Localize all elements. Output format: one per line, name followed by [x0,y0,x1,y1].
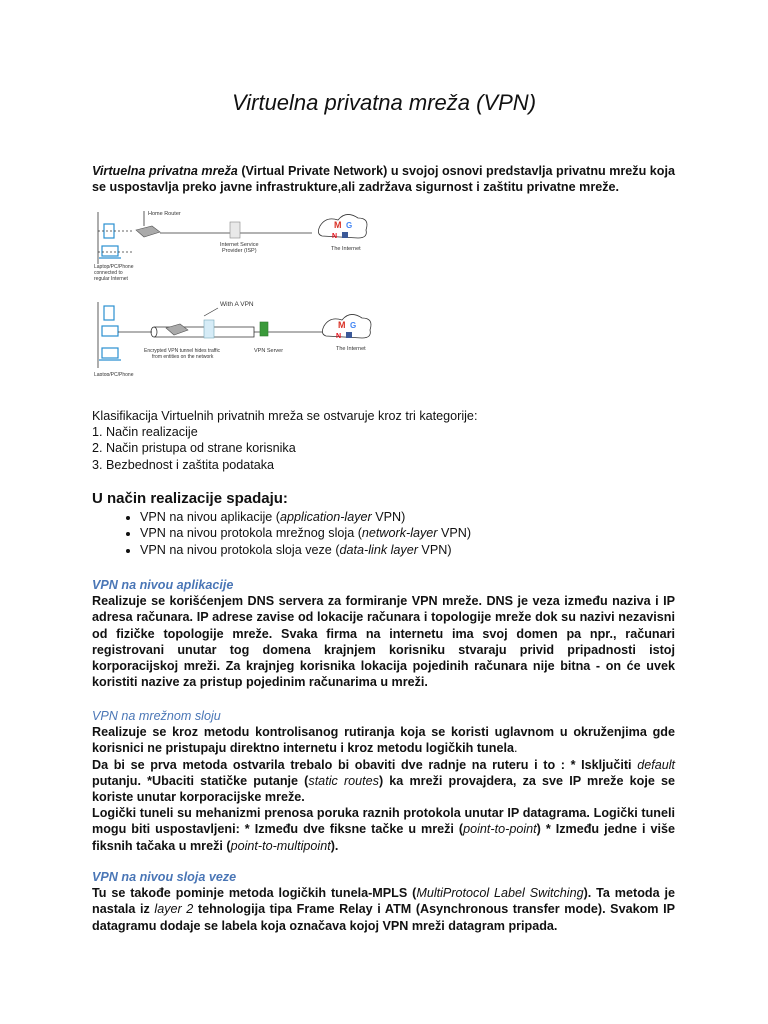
realization-list [92,509,675,558]
laptop-label-1: Laptop/PC/Phone [94,264,134,270]
section-link [92,869,675,934]
vpn-server-icon [260,322,268,336]
laptop-label-3: regular Internet [94,276,128,282]
router-icon-2 [166,324,188,335]
section-app [92,577,675,690]
section-net-p2: Da bi se prva metoda ostvarila trebalo bi obaviti dve radnje na ruteru i to : * Isključiti default putanju. *Ubaciti statičke putanje (static routes) ka mreži provajdera, za sve IP mreže koje se koriste unutar korporacijske mreže. [92,757,675,805]
intro-term: Virtuelna privatna mreža [92,164,238,178]
isp-label-2: Provider (ISP) [222,248,257,254]
section-link-heading: VPN na nivou sloja veze [92,870,237,884]
section-app-text: Realizuje se korišćenjem DNS servera za formiranje VPN mreže. DNS je veza između naziva i IP adresa računara. IP adrese zavise od lokacije računara i topologije mreže dok su nazivi nezavisni od fizičke topologije mreže. Svaka firma na internetu ima svoj domen pa npr., računari registrovani unutar tog domena krajnjem korisniku stvaraju privid pripadnosti istoj korporacijskoj mreži. Za krajnjeg korisnika lokacija pojedinih računara nije bitna - on će uvek koristiti nazive za pristup pojedinim računarima u mreži. [92,594,675,690]
phone-icon-2 [104,306,114,320]
svg-text:G: G [350,321,357,330]
svg-text:M: M [334,220,342,230]
laptop-label-2: connected to [94,270,123,276]
section-link-text: Tu se takođe pominje metoda logičkih tunela-MPLS (MultiProtocol Label Switching). Ta metoda je nastala iz layer 2 tehnologija tipa Frame Relay i ATM (Asynchronous transfer mode). Svakom IP datagramu dodaje se labela koja označava kojoj VPN mreži datagram pripada. [92,886,675,933]
laptop-label-4: Laptop/PC/Phone [94,372,134,376]
realization-heading: U način realizacije spadaju: [92,490,288,507]
svg-text:N: N [332,233,338,240]
section-net-heading: VPN na mrežnom sloju [92,709,221,723]
section-net-p1: Realizuje se kroz metodu kontrolisanog rutiranja koja se koristi uglavnom u okruženjima gde korisnici ne pristupaju direktno internetu i kroz metodu logičkih tunela. [92,725,675,756]
isp-server-icon-2 [204,320,214,338]
intro-text: u svojoj osnovi predstavlja privatnu mrežu koja se uspostavlja preko javne infrastrukture,ali zadržava sigurnost i zaštitu privatne mreže. [92,164,675,195]
classification-block [92,408,675,473]
classification-item-1: 1. Način realizacije [92,425,198,440]
section-app-heading: VPN na nivou aplikacije [92,578,234,592]
intro-full: (Virtual Private Network) [241,164,388,178]
laptop-icon-2 [102,348,118,358]
with-vpn-label: With A VPN [220,301,254,308]
intro-paragraph [92,163,675,195]
svg-text:M: M [338,320,346,330]
classification-intro: Klasifikacija Virtuelnih privatnih mreža se ostvaruje kroz tri kategorije: [92,409,478,423]
classification-item-3: 3. Bezbednost i zaštita podataka [92,457,275,472]
svg-text:N: N [336,333,342,340]
router-icon [136,226,160,237]
isp-label: Internet Service [220,242,259,248]
page-title: Virtuelna privatna mreža (VPN) [231,90,537,115]
list-item: • VPN na nivou protokola sloja veze (data-link layer VPN) [140,542,675,558]
section-net-p3: Logički tuneli su mehanizmi prenosa poruka raznih protokola unutar IP datagrama. Logički tuneli mogu biti uspostavljeni: * Između dve fiksne tačke u mreži (point-to-point) * Između jedne i više fiksnih tačaka u mreži (point-to-multipoint). [92,806,675,853]
no-vpn-diagram [94,211,367,282]
list-item: • VPN na nivou aplikacije (application-layer VPN) [140,509,675,525]
vpn-diagram [94,206,390,376]
internet-label: The Internet [331,246,361,252]
realization-block [92,491,675,558]
tunnel-label-1: Encrypted VPN tunnel hides traffic [144,348,221,354]
classification-item-2: 2. Način pristupa od strane korisnika [92,441,296,456]
vpn-server-label: VPN Server [254,348,284,354]
with-vpn-diagram [94,301,371,376]
home-router-label: Home Router [148,211,181,217]
internet-label-2: The Internet [336,346,366,352]
isp-server-icon [230,222,240,238]
phone-icon [104,224,114,238]
tunnel-label-2: from entities on the network [152,354,214,360]
svg-text:G: G [346,221,353,230]
section-net [92,708,675,854]
list-item: • VPN na nivou protokola mrežnog sloja (network-layer VPN) [140,525,675,541]
desktop-icon [102,326,118,336]
laptop-icon [102,246,118,256]
